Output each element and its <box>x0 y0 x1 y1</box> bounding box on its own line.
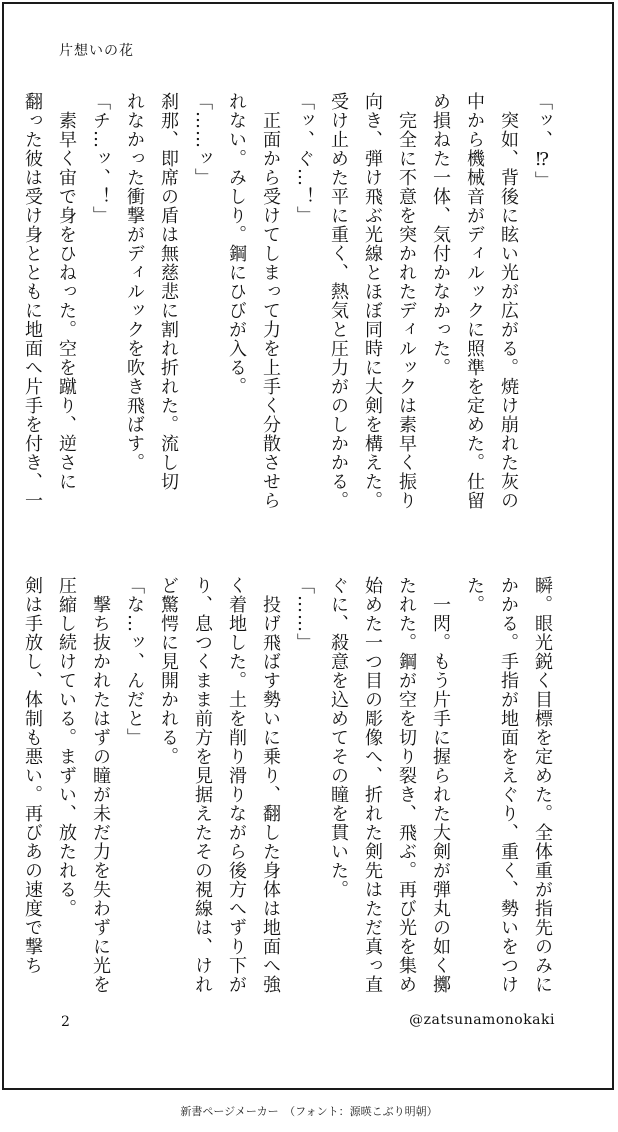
text-line: 撃ち抜かれたはずの瞳が未だ力を失わずに光を <box>90 576 111 994</box>
text-line: 「……」 <box>294 576 315 652</box>
text-line: 突如、背後に眩い光が広がる。焼け崩れた灰の <box>498 92 519 510</box>
text-line: 「チ…ッ、！」 <box>90 92 111 225</box>
text-line: 一閃。もう片手に握られた大剣が弾丸の如く擲 <box>430 576 451 994</box>
text-line: れなかった衝撃がディルックを吹き飛ばす。 <box>124 92 145 472</box>
text-line: 「ッ、ぐ…！」 <box>294 92 315 225</box>
text-line: 素早く宙で身をひねった。空を蹴り、逆さに <box>56 92 77 491</box>
author-handle: @zatsunamonokaki <box>409 1012 555 1028</box>
text-line: め損ねた一体、気付かなかった。 <box>430 92 451 377</box>
page-number: 2 <box>61 1014 70 1030</box>
text-line: 「な…ッ、んだと」 <box>124 576 145 747</box>
book-page <box>2 2 614 1090</box>
generator-credit: 新書ページメーカー （フォント：源暎こぶり明朝） <box>180 1105 438 1118</box>
text-line: 瞬。眼光鋭く目標を定めた。全体重が指先のみに <box>532 576 553 994</box>
text-line: く着地した。土を削り滑りながら後方へずり下が <box>226 576 247 994</box>
text-line: ど驚愕に見開かれる。 <box>158 576 179 766</box>
text-line: 正面から受けてしまって力を上手く分散させら <box>260 92 281 510</box>
text-line: 始めた一つ目の彫像へ、折れた剣先はただ真っ直 <box>362 576 383 994</box>
text-line: かかる。手指が地面をえぐり、重く、勢いをつけ <box>498 576 519 994</box>
text-line: 「……ッ」 <box>192 92 213 187</box>
text-line: た。 <box>464 576 485 614</box>
text-line: 圧縮し続けている。まずい、放たれる。 <box>56 576 77 918</box>
text-line: れない。みしり。鋼にひびが入る。 <box>226 92 247 396</box>
text-line: ぐに、殺意を込めてその瞳を貫いた。 <box>328 576 349 899</box>
upper-text-block <box>22 92 559 532</box>
text-line: 中から機械音がディルックに照準を定めた。仕留 <box>464 92 485 510</box>
text-line: 剣は手放し、体制も悪い。再びあの速度で撃ち <box>22 576 43 975</box>
text-line: たれた。鋼が空を切り裂き、飛ぶ。再び光を集め <box>396 576 417 994</box>
text-line: り、息つくまま前方を見据えたその視線は、けれ <box>192 576 213 994</box>
text-line: 投げ飛ばす勢いに乗り、翻した身体は地面へ強 <box>260 576 281 994</box>
lower-text-block <box>22 576 559 996</box>
text-line: 刹那、即席の盾は無慈悲に割れ折れた。流し切 <box>158 92 179 491</box>
text-line: 向き、弾け飛ぶ光線とほぼ同時に大剣を構えた。 <box>362 92 383 510</box>
text-line: 完全に不意を突かれたディルックは素早く振り <box>396 92 417 510</box>
text-line: 翻った彼は受け身とともに地面へ片手を付き、一 <box>22 92 43 510</box>
text-line: 受け止めた平に重く、熱気と圧力がのしかかる。 <box>328 92 349 510</box>
book-title: 片想いの花 <box>59 43 134 59</box>
text-line: 「ッ、⁉」 <box>532 92 553 190</box>
